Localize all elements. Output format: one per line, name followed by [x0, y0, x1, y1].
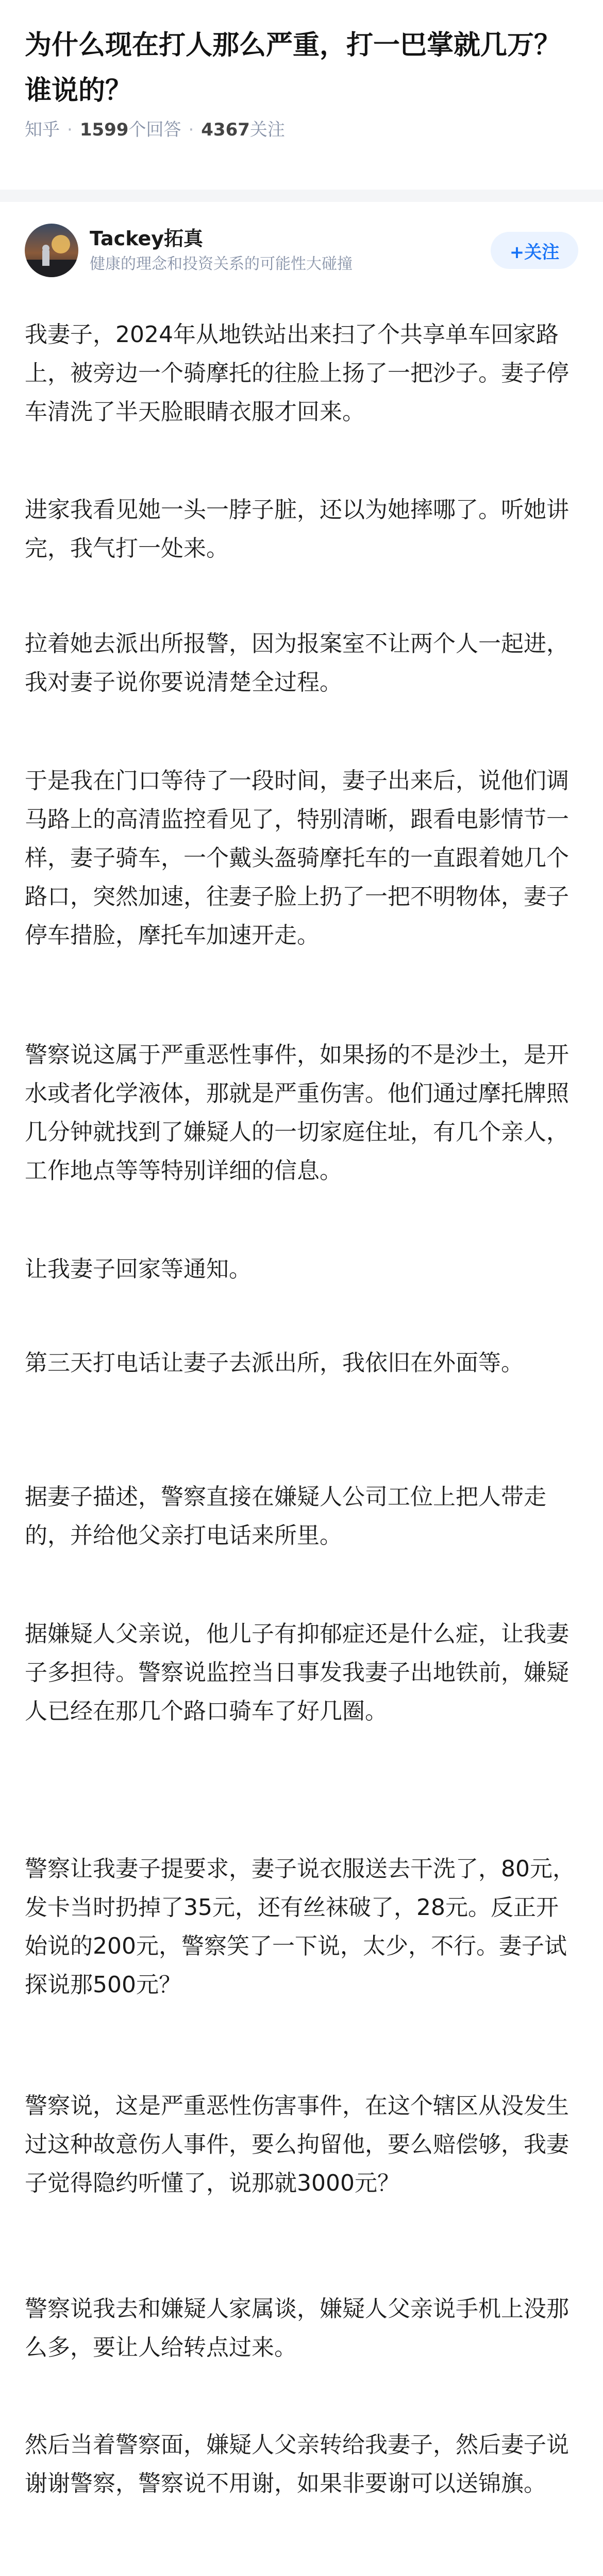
site-name: 知乎 [25, 120, 60, 140]
section-divider [0, 190, 603, 202]
avatar[interactable] [25, 224, 78, 277]
answer-paragraph: 让我妻子回家等通知。 [25, 1256, 252, 1282]
answers-label: 个回答 [128, 120, 181, 140]
answer-paragraph: 警察说这属于严重恶性事件，如果扬的不是沙土，是开水或者化学液体，那就是严重伤害。他们通过摩托牌照几分钟就找到了嫌疑人的一切家庭住址，有几个亲人，工作地点等等特别详细的信息。 [25, 1042, 569, 1184]
answer-paragraph: 于是我在门口等待了一段时间，妻子出来后，说他们调马路上的高清监控看见了，特别清晰，跟看电影情节一样，妻子骑车，一个戴头盔骑摩托车的一直跟着她几个路口，突然加速，往妻子脸上扔了一把不明物体，妻子停车措脸，摩托车加速开走。 [25, 768, 569, 948]
answer-paragraph: 警察让我妻子提要求，妻子说衣服送去干洗了，80元，发卡当时扔掉了35元，还有丝袜破了，28元。反正开始说的200元，警察笑了一下说，太少，不行。妻子试探说那500元？ [25, 1856, 575, 1998]
answers-count: 1599 [79, 120, 129, 140]
answer-paragraph: 进家我看见她一头一脖子脏，还以为她摔哪了。听她讲完，我气打一处来。 [25, 497, 569, 562]
follow-button[interactable]: +关注 [491, 232, 578, 269]
follows-count: 4367 [201, 120, 250, 140]
answer-paragraph: 警察说我去和嫌疑人家属谈，嫌疑人父亲说手机上没那么多，要让人给转点过来。 [25, 2296, 569, 2361]
follows-label: 关注 [249, 120, 285, 140]
answer-paragraph: 拉着她去派出所报警，因为报案室不让两个人一起进，我对妻子说你要说清楚全过程。 [25, 631, 569, 696]
answer-paragraph: 据妻子描述，警察直接在嫌疑人公司工位上把人带走的，并给他父亲打电话来所里。 [25, 1484, 546, 1549]
meta-separator: · [188, 120, 194, 140]
author-info [90, 225, 491, 276]
meta-separator: · [67, 120, 73, 140]
answer-paragraph: 然后当着警察面，嫌疑人父亲转给我妻子，然后妻子说谢谢警察，警察说不用谢，如果非要谢可以送锦旗。 [25, 2432, 569, 2497]
question-title[interactable]: 为什么现在打人那么严重，打一巴掌就几万？谁说的？ [25, 30, 561, 106]
author-name[interactable]: Tackey拓真 [90, 227, 203, 250]
question-header [0, 0, 603, 142]
answer-paragraph: 警察说，这是严重恶性伤害事件，在这个辖区从没发生过这种故意伤人事件，要么拘留他，要么赔偿够，我妻子觉得隐约听懂了，说那就3000元？ [25, 2093, 569, 2196]
question-meta [25, 117, 578, 142]
answer-paragraph: 据嫌疑人父亲说，他儿子有抑郁症还是什么症，让我妻子多担待。警察说监控当日事发我妻子出地铁前，嫌疑人已经在那几个路口骑车了好几圈。 [25, 1621, 569, 1724]
answer-paragraph: 我妻子，2024年从地铁站出来扫了个共享单车回家路上，被旁边一个骑摩托的往脸上扬了一把沙子。妻子停车清洗了半天脸眼睛衣服才回来。 [25, 321, 569, 425]
author-card [25, 223, 578, 278]
author-bio: 健康的理念和投资关系的可能性大碰撞 [90, 255, 353, 273]
answer-paragraph: 第三天打电话让妻子去派出所，我依旧在外面等。 [25, 1350, 524, 1376]
